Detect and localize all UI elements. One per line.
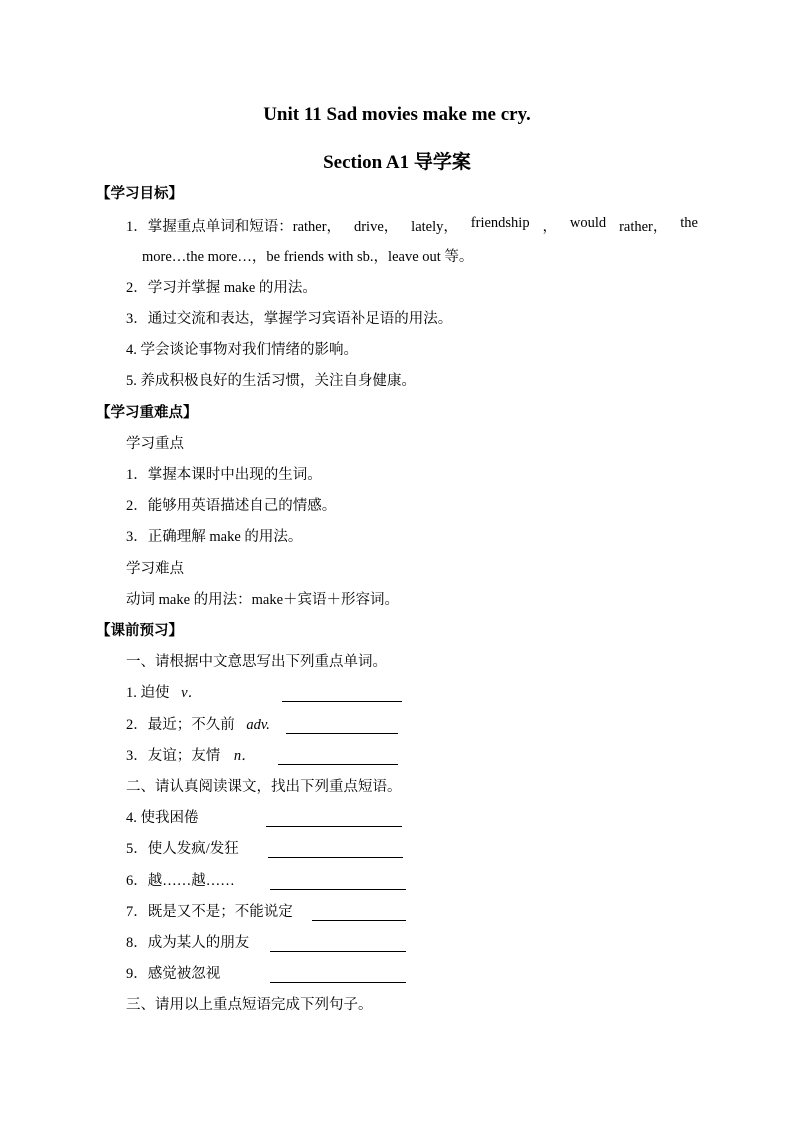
difficulty-label: 学习难点 — [126, 561, 184, 577]
focus-label: 学习重点 — [126, 436, 184, 452]
word-item-1-text: 1. 迫使 — [126, 685, 170, 701]
objective-item-1-segment: would — [569, 215, 607, 231]
word-item-2 — [126, 715, 270, 735]
phrase-item-7-blank[interactable] — [312, 919, 406, 921]
phrase-item-6: 6．越……越…… — [126, 873, 235, 889]
preview-part-3: 三、请用以上重点短语完成下列句子。 — [126, 997, 373, 1013]
objective-item-1-segment: lately， — [411, 219, 458, 235]
word-item-3-pos: n． — [233, 748, 256, 764]
word-item-2-text: 2．最近；不久前 — [126, 717, 235, 733]
document-subtitle: Section A1 导学案 — [323, 152, 471, 173]
objective-item-1-line-2: more…the more…，be friends with sb.，leave out 等。 — [142, 249, 474, 265]
preview-part-2: 二、请认真阅读课文，找出下列重点短语。 — [126, 779, 402, 795]
word-item-1-blank[interactable] — [282, 700, 402, 702]
word-item-3 — [126, 746, 256, 766]
document-title: Unit 11 Sad movies make me cry. — [263, 104, 531, 125]
preview-heading: 【课前预习】 — [96, 623, 183, 639]
objective-item-1-segment: friendship — [470, 215, 530, 231]
word-item-3-blank[interactable] — [278, 763, 398, 765]
word-item-2-pos: adv. — [246, 717, 270, 733]
phrase-item-4: 4. 使我困倦 — [126, 810, 199, 826]
key-points-heading: 【学习重难点】 — [96, 405, 198, 421]
objective-item-1-segment: 1．掌握重点单词和短语：rather， — [126, 219, 342, 235]
phrase-item-8: 8．成为某人的朋友 — [126, 935, 250, 951]
objective-item-4: 4. 学会谈论事物对我们情绪的影响。 — [126, 342, 358, 358]
phrase-item-8-blank[interactable] — [270, 950, 406, 952]
phrase-item-4-blank[interactable] — [266, 825, 402, 827]
phrase-item-6-blank[interactable] — [270, 888, 406, 890]
phrase-item-5-blank[interactable] — [268, 856, 403, 858]
objective-item-1-segment: ， — [542, 219, 557, 235]
objective-item-1-segment: drive， — [353, 219, 399, 235]
phrase-item-9-blank[interactable] — [270, 981, 406, 983]
preview-part-1: 一、请根据中文意思写出下列重点单词。 — [126, 654, 387, 670]
objective-item-1-line-1 — [126, 215, 698, 236]
objective-item-1-segment: rather， — [619, 219, 668, 235]
word-item-1 — [126, 683, 202, 703]
objective-item-5: 5. 养成积极良好的生活习惯，关注自身健康。 — [126, 373, 416, 389]
word-item-2-blank[interactable] — [286, 732, 398, 734]
phrase-item-5: 5．使人发疯/发狂 — [126, 841, 239, 857]
phrase-item-7: 7．既是又不是；不能说定 — [126, 904, 293, 920]
objective-item-1-segment: the — [680, 215, 698, 231]
word-item-1-pos: v． — [181, 685, 203, 701]
focus-item-3: 3．正确理解 make 的用法。 — [126, 529, 303, 545]
focus-item-1: 1．掌握本课时中出现的生词。 — [126, 467, 322, 483]
difficulty-item-1: 动词 make 的用法：make＋宾语＋形容词。 — [126, 592, 400, 608]
objective-item-2: 2．学习并掌握 make 的用法。 — [126, 280, 317, 296]
objectives-heading: 【学习目标】 — [96, 186, 183, 202]
phrase-item-9: 9．感觉被忽视 — [126, 966, 221, 982]
objective-item-3: 3．通过交流和表达，掌握学习宾语补足语的用法。 — [126, 311, 453, 327]
focus-item-2: 2．能够用英语描述自己的情感。 — [126, 498, 337, 514]
word-item-3-text: 3．友谊；友情 — [126, 748, 221, 764]
